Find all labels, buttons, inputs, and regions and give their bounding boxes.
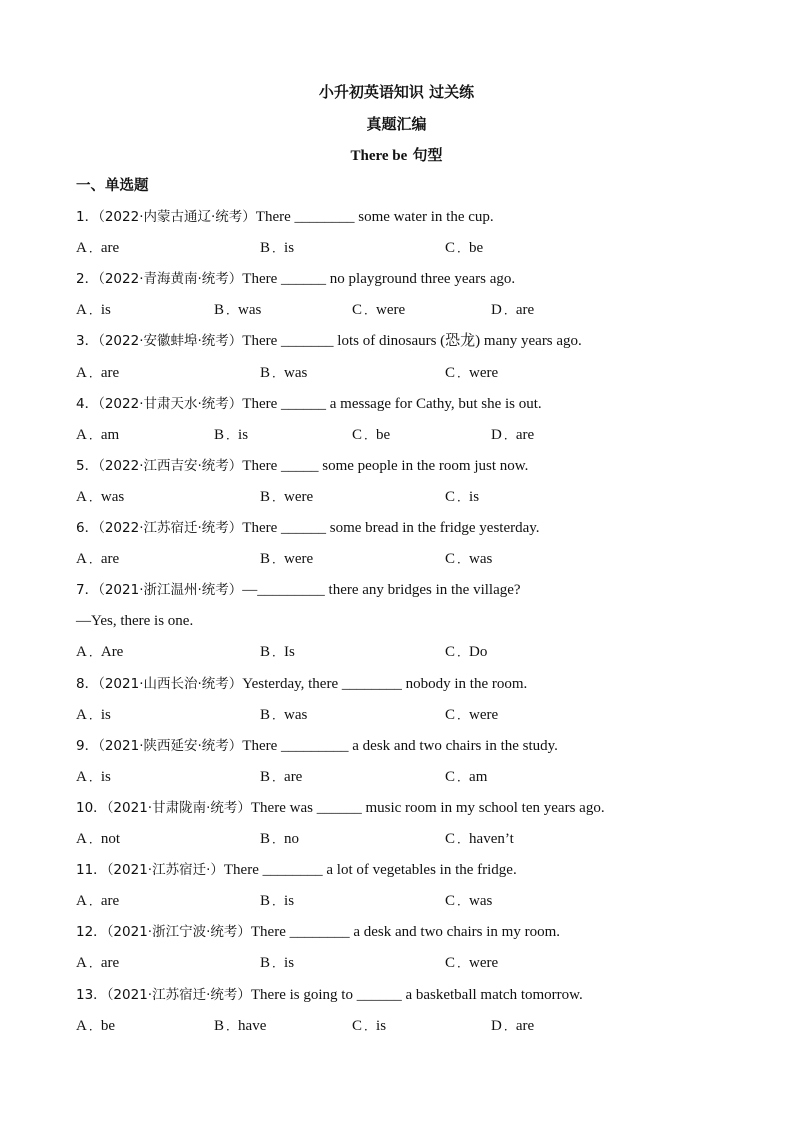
question-text: Yesterday, there ________ nobody in the room. — [242, 675, 528, 692]
option-letter: A — [76, 1017, 87, 1034]
question-number: 10． — [76, 799, 107, 816]
option-letter: B — [260, 488, 271, 505]
option-separator: ． — [88, 894, 101, 909]
answer-options — [0, 953, 793, 973]
option-b[interactable] — [260, 642, 295, 662]
option-separator: ． — [272, 241, 285, 256]
option-text: is — [284, 955, 295, 972]
option-letter: C — [352, 302, 363, 319]
question-number: 8． — [76, 675, 99, 692]
question-stem — [76, 798, 766, 818]
option-b[interactable] — [214, 1016, 266, 1036]
question-text: There ________ a lot of vegetables in the fridge. — [223, 862, 517, 879]
question-text: There was ______ music room in my school ten years ago. — [250, 799, 605, 816]
option-letter: A — [76, 893, 87, 910]
option-a[interactable] — [76, 829, 120, 849]
option-text: is — [100, 302, 111, 319]
option-text: is — [284, 893, 295, 910]
option-separator: ． — [457, 489, 470, 504]
option-letter: A — [76, 644, 87, 661]
option-separator: ． — [88, 552, 101, 567]
option-text: Are — [100, 644, 124, 661]
answer-options — [0, 891, 793, 911]
document-subtitle — [0, 114, 793, 134]
option-text: were — [469, 364, 499, 381]
option-letter: A — [76, 955, 87, 972]
option-b[interactable] — [260, 549, 313, 569]
question-text: There ________ some water in the cup. — [255, 209, 494, 225]
question-number: 2． — [76, 271, 99, 288]
option-letter: B — [260, 955, 271, 972]
option-text: is — [376, 1017, 387, 1034]
answer-options — [0, 767, 793, 787]
option-separator: ． — [457, 769, 470, 784]
option-separator: ． — [272, 489, 285, 504]
option-letter: A — [76, 426, 87, 443]
option-c[interactable] — [445, 705, 498, 725]
option-letter: D — [491, 1017, 502, 1034]
answer-options — [0, 425, 793, 445]
question-source: （2021·江苏宿迁·） — [106, 862, 224, 879]
option-letter: B — [260, 768, 271, 785]
option-letter: B — [214, 1017, 225, 1034]
option-c[interactable] — [445, 891, 492, 911]
option-letter: C — [352, 426, 363, 443]
option-text: am — [469, 768, 488, 785]
option-separator: ． — [88, 365, 101, 380]
option-letter: A — [76, 706, 87, 723]
option-letter: C — [445, 831, 456, 847]
option-letter: C — [445, 364, 456, 381]
question-stem — [76, 736, 766, 756]
option-text: is — [238, 426, 249, 443]
option-b[interactable] — [260, 829, 299, 849]
question-source: （2022·江苏宿迁·统考） — [98, 520, 243, 536]
option-b[interactable] — [214, 300, 261, 320]
option-letter: C — [445, 768, 456, 785]
option-letter: B — [260, 831, 271, 847]
option-c[interactable] — [445, 829, 514, 849]
question-stem — [76, 456, 766, 476]
option-a[interactable] — [76, 300, 111, 320]
question-text: —_________ there any bridges in the village? — [242, 582, 521, 599]
option-d[interactable] — [491, 425, 534, 445]
question-number: 5． — [76, 457, 99, 474]
option-text: have — [238, 1017, 267, 1034]
question-source: （2021·浙江宁波·统考） — [106, 924, 251, 941]
option-separator: ． — [457, 552, 470, 567]
question-stem — [76, 922, 766, 942]
question-stem — [76, 394, 766, 414]
option-text: haven’t — [469, 831, 514, 847]
option-text: are — [100, 551, 120, 568]
option-c[interactable] — [445, 642, 487, 662]
option-separator: ． — [88, 956, 101, 971]
option-text: are — [515, 1017, 535, 1034]
question-number: 1． — [76, 209, 99, 225]
option-separator: ． — [88, 241, 101, 256]
option-text: be — [100, 1017, 116, 1034]
option-letter: B — [260, 893, 271, 910]
option-d[interactable] — [491, 1016, 534, 1036]
option-text: were — [469, 706, 499, 723]
option-a[interactable] — [76, 363, 119, 383]
question-stem — [76, 674, 766, 694]
option-separator: ． — [272, 769, 285, 784]
option-text: were — [284, 551, 314, 568]
option-text: were — [469, 955, 499, 972]
option-separator: ． — [88, 645, 101, 660]
option-c[interactable] — [352, 300, 405, 320]
option-text: are — [100, 364, 120, 381]
question-source: （2022·江西吉安·统考） — [98, 457, 243, 474]
option-text: were — [284, 488, 314, 505]
option-text: Is — [284, 644, 295, 661]
question-stem — [76, 207, 766, 227]
option-letter: A — [76, 831, 87, 847]
option-b[interactable] — [214, 425, 248, 445]
option-letter: A — [76, 364, 87, 381]
option-text: is — [469, 488, 480, 505]
question-text: There _______ lots of dinosaurs (恐龙) many years ago. — [242, 333, 582, 350]
option-a[interactable] — [76, 487, 124, 507]
option-c[interactable] — [445, 549, 492, 569]
option-a[interactable] — [76, 953, 119, 973]
option-text: was — [469, 551, 493, 568]
question-number: 11． — [76, 862, 107, 879]
option-text: are — [100, 893, 120, 910]
option-text: are — [100, 955, 120, 972]
answer-options — [0, 705, 793, 725]
option-separator: ． — [364, 303, 377, 318]
option-b[interactable] — [260, 953, 294, 973]
option-separator: ． — [457, 894, 470, 909]
option-separator: ． — [503, 1018, 516, 1033]
question-text: There ______ some bread in the fridge yesterday. — [242, 520, 540, 536]
question-number: 3． — [76, 333, 99, 350]
option-separator: ． — [457, 645, 470, 660]
option-letter: C — [445, 644, 456, 661]
question-text: There ______ no playground three years ago. — [242, 271, 516, 288]
option-separator: ． — [88, 489, 101, 504]
option-a[interactable] — [76, 705, 111, 725]
option-separator: ． — [503, 303, 516, 318]
answer-options — [0, 238, 793, 258]
question-text: There _________ a desk and two chairs in the study. — [242, 737, 558, 754]
option-letter: A — [76, 240, 87, 257]
option-separator: ． — [272, 552, 285, 567]
option-b[interactable] — [260, 891, 294, 911]
option-text: were — [376, 302, 406, 319]
option-separator: ． — [226, 303, 239, 318]
option-c[interactable] — [352, 1016, 386, 1036]
option-text: is — [100, 768, 111, 785]
question-number: 7． — [76, 582, 99, 599]
option-a[interactable] — [76, 767, 111, 787]
option-letter: B — [260, 364, 271, 381]
option-separator: ． — [457, 365, 470, 380]
topic-heading-cn: 句型 — [412, 146, 443, 164]
option-separator: ． — [88, 832, 101, 846]
question-source: （2021·甘肃陇南·统考） — [106, 799, 251, 816]
option-separator: ． — [364, 427, 377, 442]
question-source: （2021·江苏宿迁·统考） — [106, 986, 251, 1003]
option-separator: ． — [272, 365, 285, 380]
option-a[interactable] — [76, 238, 119, 258]
answer-options — [0, 487, 793, 507]
question-number: 9． — [76, 737, 99, 754]
option-separator: ． — [88, 707, 101, 722]
question-text: There ________ a desk and two chairs in my room. — [250, 924, 560, 941]
question-stem — [76, 518, 766, 538]
option-b[interactable] — [260, 705, 307, 725]
option-separator: ． — [457, 707, 470, 722]
option-separator: ． — [272, 645, 285, 660]
option-a[interactable] — [76, 425, 119, 445]
topic-heading — [0, 145, 793, 166]
option-letter: A — [76, 768, 87, 785]
option-text: was — [469, 893, 493, 910]
option-letter: B — [260, 240, 271, 257]
option-c[interactable] — [445, 767, 487, 787]
option-a[interactable] — [76, 891, 119, 911]
question-stem — [76, 985, 766, 1005]
question-source: （2021·陕西延安·统考） — [98, 737, 243, 754]
option-separator: ． — [503, 427, 516, 442]
option-d[interactable] — [491, 300, 534, 320]
option-separator: ． — [272, 894, 285, 909]
option-separator: ． — [272, 707, 285, 722]
option-letter: B — [260, 551, 271, 568]
question-stem — [76, 860, 766, 880]
option-separator: ． — [88, 769, 101, 784]
option-text: no — [284, 831, 300, 847]
option-letter: B — [260, 706, 271, 723]
question-stem — [76, 580, 766, 600]
option-b[interactable] — [260, 767, 302, 787]
option-letter: A — [76, 551, 87, 568]
option-separator: ． — [88, 427, 101, 442]
option-separator: ． — [88, 303, 101, 318]
option-text: am — [100, 426, 120, 443]
option-c[interactable] — [352, 425, 390, 445]
option-text: was — [284, 364, 308, 381]
option-letter: D — [491, 426, 502, 443]
option-letter: C — [445, 706, 456, 723]
answer-options — [0, 1016, 793, 1036]
option-letter: A — [76, 488, 87, 505]
section-heading: 一、单选题 — [76, 178, 149, 194]
option-text: are — [515, 302, 535, 319]
option-a[interactable] — [76, 1016, 115, 1036]
option-b[interactable] — [260, 363, 307, 383]
document-subtitle-text: 真题汇编 — [366, 115, 427, 133]
option-letter: B — [260, 644, 271, 661]
question-text: There ______ a message for Cathy, but she is out. — [242, 395, 542, 412]
answer-options — [0, 549, 793, 569]
question-stem-continuation: —Yes, there is one. — [76, 613, 194, 630]
document-title — [0, 82, 793, 102]
option-letter: C — [445, 893, 456, 910]
option-letter: C — [445, 240, 456, 257]
question-source: （2021·山西长治·统考） — [98, 675, 243, 692]
option-text: be — [376, 426, 391, 443]
option-text: are — [100, 240, 120, 257]
option-text: was — [100, 488, 125, 505]
option-c[interactable] — [445, 238, 483, 258]
option-letter: D — [491, 302, 502, 319]
option-letter: C — [445, 955, 456, 972]
option-separator: ． — [226, 427, 239, 442]
question-source: （2022·安徽蚌埠·统考） — [98, 333, 243, 350]
option-c[interactable] — [445, 363, 498, 383]
option-text: is — [100, 706, 111, 723]
question-stem — [76, 331, 766, 351]
option-c[interactable] — [445, 953, 498, 973]
option-b[interactable] — [260, 487, 313, 507]
question-number: 6． — [76, 520, 99, 536]
answer-options — [0, 300, 793, 320]
option-text: was — [238, 302, 262, 319]
answer-options — [0, 363, 793, 383]
question-source: （2021·浙江温州·统考） — [98, 582, 243, 599]
option-text: are — [515, 426, 535, 443]
option-text: is — [284, 240, 295, 257]
option-letter: A — [76, 302, 87, 319]
question-number: 12． — [76, 924, 107, 941]
option-letter: C — [445, 551, 456, 568]
option-separator: ． — [364, 1018, 377, 1033]
option-c[interactable] — [445, 487, 479, 507]
question-source: （2022·内蒙古通辽·统考） — [98, 209, 256, 225]
option-text: not — [100, 831, 121, 847]
option-text: was — [284, 706, 308, 723]
question-source: （2022·甘肃天水·统考） — [98, 395, 243, 412]
option-separator: ． — [457, 832, 470, 846]
option-a[interactable] — [76, 549, 119, 569]
question-stem — [76, 269, 766, 289]
option-letter: C — [445, 488, 456, 505]
question-number: 4． — [76, 395, 99, 412]
option-separator: ． — [272, 956, 285, 971]
option-text: Do — [469, 644, 488, 661]
question-number: 13． — [76, 986, 107, 1003]
option-separator: ． — [457, 241, 470, 256]
option-letter: C — [352, 1017, 363, 1034]
question-source: （2022·青海黄南·统考） — [98, 271, 243, 288]
option-separator: ． — [88, 1018, 101, 1033]
answer-options — [0, 829, 793, 849]
option-letter: B — [214, 426, 225, 443]
question-text: There _____ some people in the room just now. — [242, 457, 529, 474]
option-separator: ． — [272, 832, 285, 846]
topic-heading-en: There be — [350, 148, 408, 164]
option-separator: ． — [226, 1018, 239, 1033]
option-text: are — [284, 768, 303, 785]
option-a[interactable] — [76, 642, 123, 662]
option-letter: B — [214, 302, 225, 319]
option-text: be — [469, 240, 484, 257]
question-text: There is going to ______ a basketball match tomorrow. — [250, 986, 583, 1003]
option-separator: ． — [457, 956, 470, 971]
answer-options — [0, 642, 793, 662]
document-title-text: 小升初英语知识 过关练 — [318, 83, 475, 101]
option-b[interactable] — [260, 238, 294, 258]
